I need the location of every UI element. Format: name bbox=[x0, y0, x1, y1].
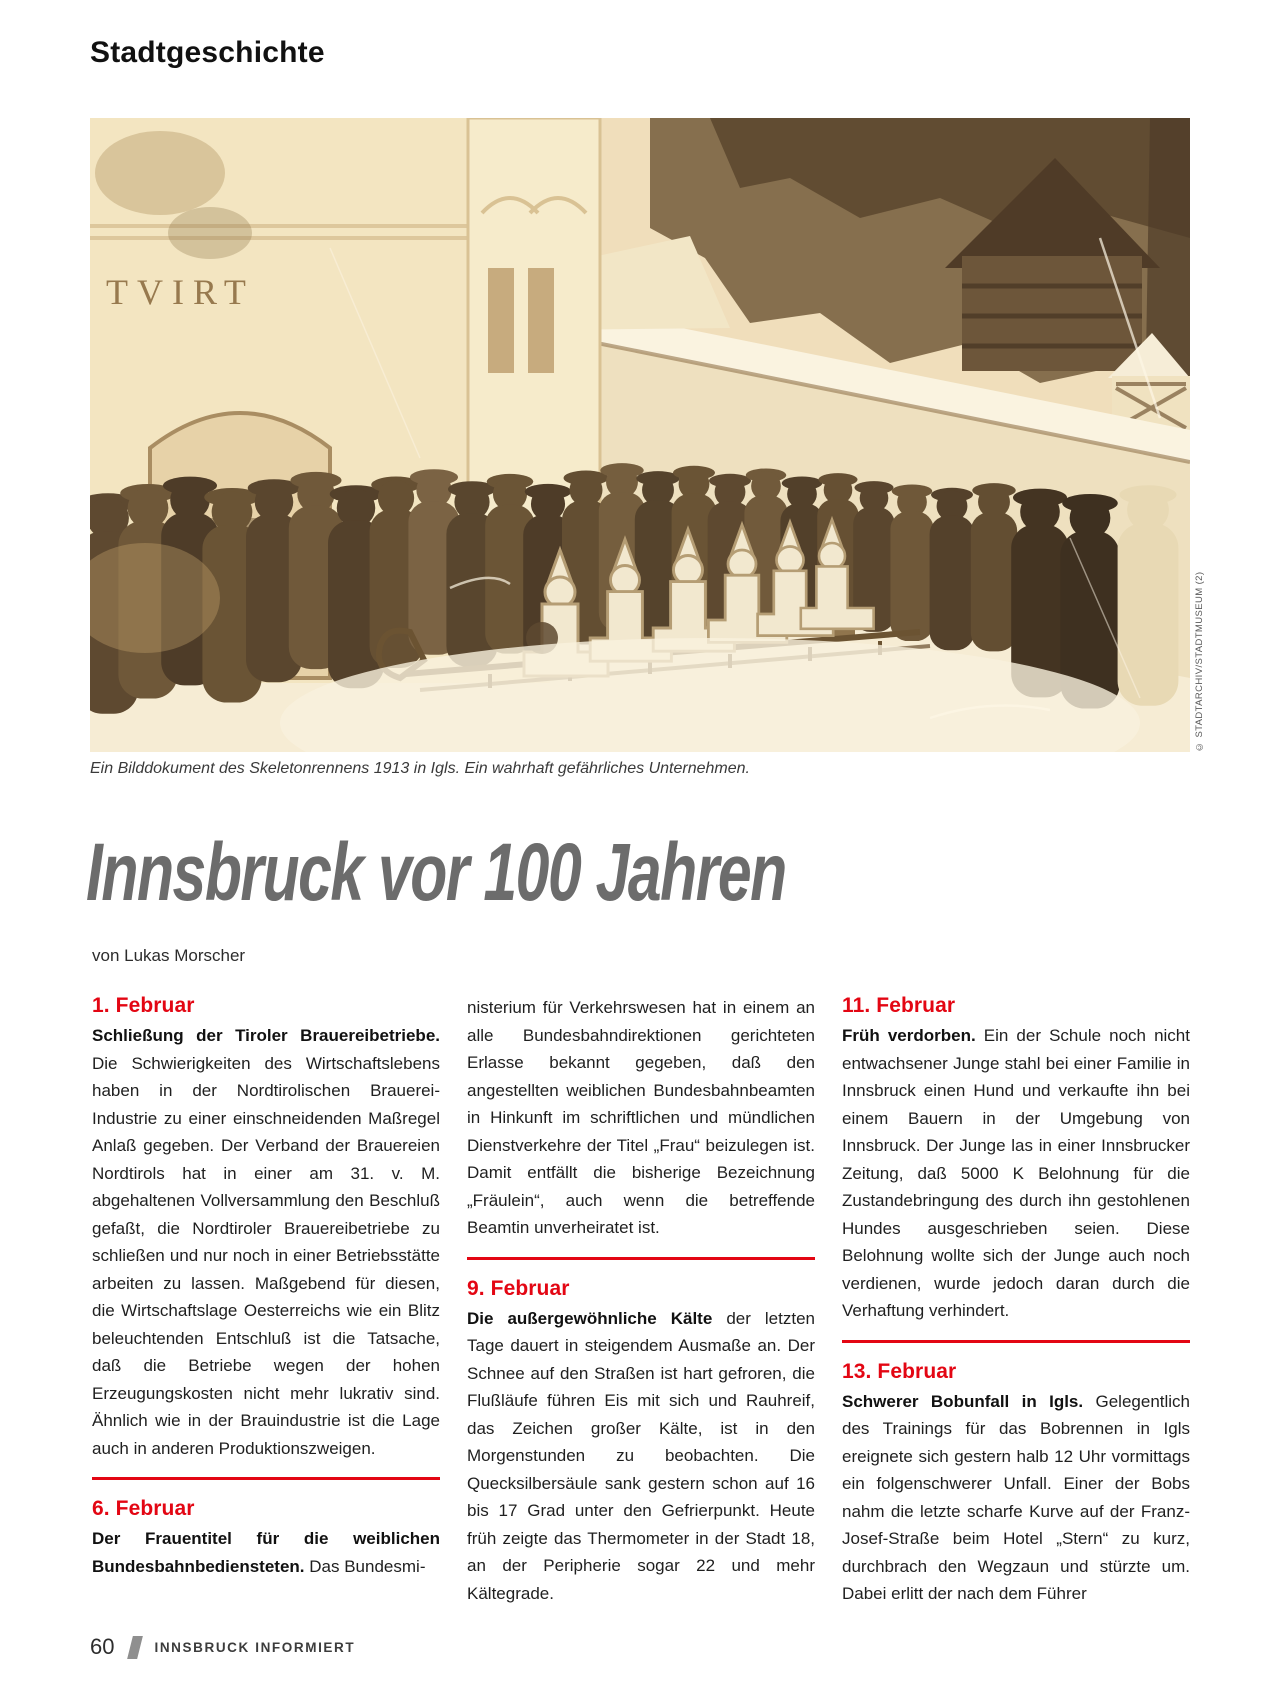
section-date-heading: 11. Februar bbox=[842, 994, 956, 1017]
section-lead: Schwerer Bobunfall in Igls. bbox=[842, 1391, 1084, 1411]
section-lead: Die außergewöhnliche Kälte bbox=[467, 1308, 713, 1328]
section-divider-rule bbox=[92, 1477, 440, 1480]
section-body-text: Gelegentlich des Trainings für das Bobrennen in Igls ereignete sich gestern halb 12 Uhr vormittags ein folgenschwerer Unfall. Einer der Bobs nahm die letzte scharfe Kurve auf der Franz-Josef-Straße beim Hotel „Stern“ zu kurz, durchbrach den Wegzaun und stürzte um. Dabei erlitt der nach dem Führer bbox=[842, 1391, 1191, 1603]
article-column-3 bbox=[842, 994, 1191, 1603]
section-paragraph bbox=[467, 1305, 815, 1608]
section-date-heading: 13. Februar bbox=[842, 1359, 957, 1383]
section-lead: Schließung der Tiroler Brauereibetriebe. bbox=[92, 1026, 440, 1045]
section-body-text: der letzten Tage dauert in steigendem Ausmaße an. Der Schnee auf den Straßen ist hart gefroren, die Flußläufe führen Eis mit sich und Rauhreif, das Zeichen großer Kälte, ist in den Morgenstunden zu beobachten. Die Quecksilbersäule sank gestern schon auf 16 bis 17 Grad unter den Gefrierpunkt. Heute früh zeigte das Thermometer in der Stadt 18, an der Peripherie sogar 22 und mehr Kältegrade. bbox=[467, 1308, 815, 1603]
section-paragraph bbox=[842, 1388, 1190, 1608]
section-divider-rule bbox=[467, 1257, 815, 1260]
photo-building-sign: TVIRT bbox=[106, 272, 255, 312]
article-title: Innsbruck vor 100 Jahren bbox=[86, 827, 786, 918]
page-number: 60 bbox=[90, 1634, 115, 1659]
footer-slash-icon bbox=[128, 1636, 144, 1659]
section-divider-rule bbox=[842, 1340, 1190, 1343]
page-kicker: Stadtgeschichte bbox=[90, 36, 325, 69]
section-date-heading: 6. Februar bbox=[92, 1497, 195, 1520]
article-column-2 bbox=[467, 994, 815, 1603]
section-lead: Der Frauentitel für die weiblichen Bundesbahnbediensteten. bbox=[92, 1529, 440, 1576]
page-footer bbox=[90, 1634, 355, 1660]
section-date-heading: 1. Februar bbox=[92, 994, 195, 1017]
section-continuation-paragraph bbox=[467, 994, 815, 1242]
historic-photo bbox=[90, 118, 1190, 752]
section-body-text: Das Bundesmi- bbox=[309, 1556, 426, 1576]
section-paragraph bbox=[92, 1525, 440, 1580]
photo-caption: Ein Bilddokument des Skeletonrennens 1913 in Igls. Ein wahrhaft gefährliches Unternehmen. bbox=[90, 760, 750, 777]
article-column-1 bbox=[92, 994, 440, 1576]
section-body-text: nisterium für Verkehrswesen hat in einem an alle Bundesbahndirektionen gerichteten Erlasse bekannt gegeben, daß den angestellten weiblichen Bundesbahnbeamten in Hinkunft im schriftlichen und mündlichen Dienstverkehre der Titel „Frau“ beizulegen ist. Damit entfällt die bisherige Bezeichnung „Fräulein“, auch wenn die betreffende Beamtin unverheiratet ist. bbox=[467, 998, 815, 1237]
photo-illustration bbox=[90, 118, 1190, 752]
section-lead: Früh verdorben. bbox=[842, 1026, 976, 1045]
section-body-text: Ein der Schule noch nicht entwachsener Junge stahl bei einer Familie in Innsbruck einen Hund und verkaufte ihn bei einem Bauern in der Umgebung von Innsbruck. Der Junge las in einer Innsbrucker Zeitung, daß 5000 K Belohnung für die Zustandebringung des durch ihn gestohlenen Hundes ausgeschrieben seien. Diese Belohnung wollte sich der Junge auch noch verdienen, wurde jedoch daran durch die Verhaftung verhindert. bbox=[842, 1026, 1190, 1320]
section-date-heading: 9. Februar bbox=[467, 1276, 570, 1300]
article-columns bbox=[92, 994, 1191, 1603]
section-paragraph bbox=[842, 1022, 1190, 1325]
photo-credit: © STADTARCHIV/STADTMUSEUM (2) bbox=[1194, 571, 1205, 752]
section-paragraph bbox=[92, 1022, 440, 1462]
section-body-text: Die Schwierigkeiten des Wirtschaftslebens haben in der Nordtirolischen Brauerei-Industrie zu einer einschneidenden Maßregel Anlaß gegeben. Der Verband der Brauereien Nordtirols hat in einer am 31. v. M. abgehaltenen Vollversammlung den Beschluß gefaßt, die Nordtiroler Brauereibetriebe zu schließen und nur noch in einer Betriebsstätte arbeiten zu lassen. Maßgebend für diesen, die Wirtschaftslage Oesterreichs wie ein Blitz beleuchtenden Entschluß ist die Tatsache, daß die Betriebe wegen der hohen Erzeugungskosten nicht mehr lukrativ sind. Ähnlich wie in der Brauindustrie ist die Lage auch in anderen Produktionszweigen. bbox=[92, 1053, 440, 1458]
magazine-name: INNSBRUCK INFORMIERT bbox=[154, 1639, 356, 1655]
article-byline: von Lukas Morscher bbox=[92, 946, 246, 965]
